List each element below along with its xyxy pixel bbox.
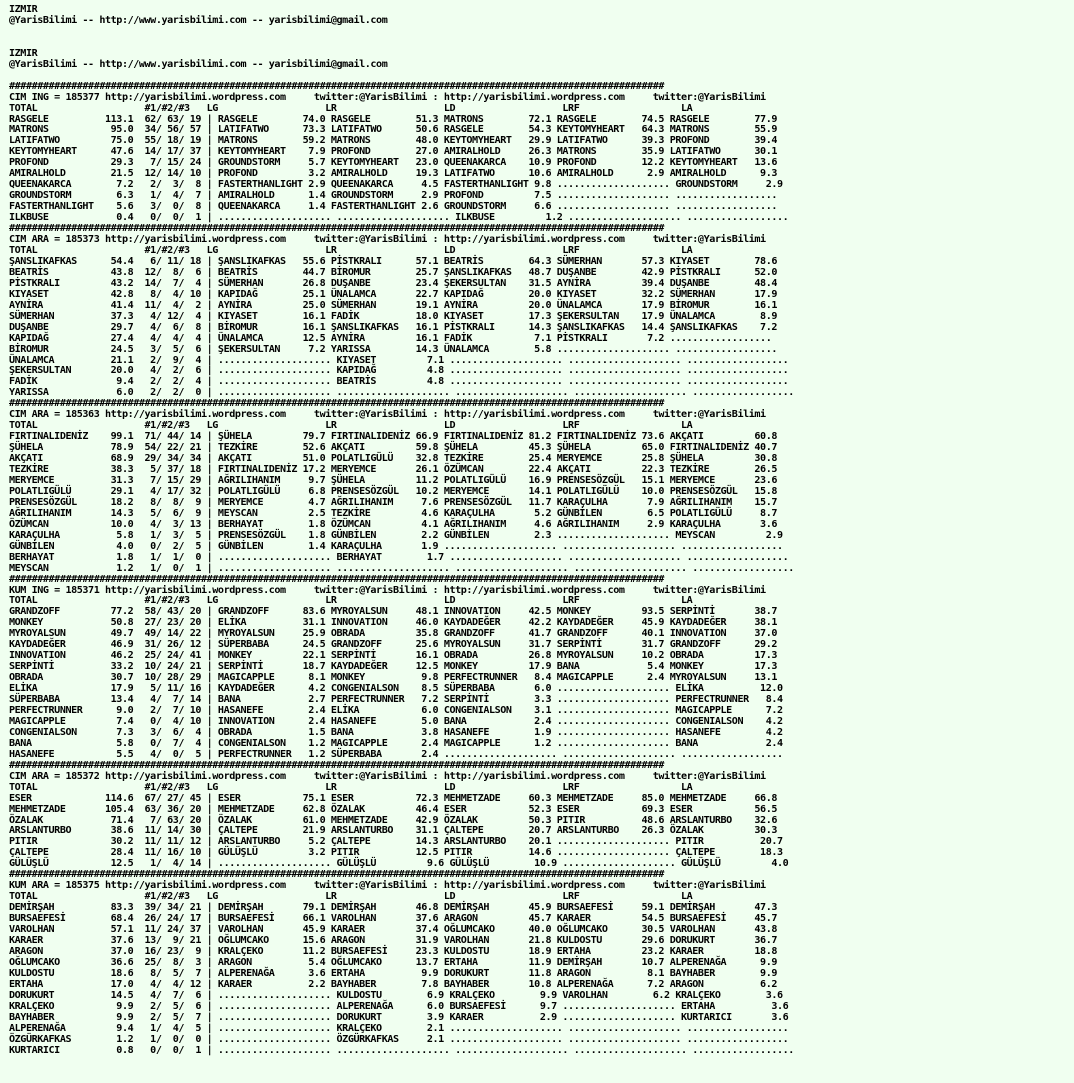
race-statistics-text: IZMIR @YarisBilimi -- http://www.yarisbilimi.com -- yarisbilimi@gmail.com IZMIR @YarisBilimi -- http://www.yarisbilimi.com -- yarisbilimi@gmail.com #################################################################################################################### CIM ING = 185377 http://yarisbilimi.wordpress.com twitter:@YarisBilimi : http://yarisbilimi.wordpress.com twitter:@YarisBilimi TOTAL #1/#2/#3 LG LR LD LRF LA RASGELE 113.1 62/ 63/ 19 | RASGELE 74.0 RASGELE 51.3 MATRONS 72.1 RASGELE 74.5 RASGELE 77.9 MATRONS 95.0 34/ 56/ 57 | LATIFATWO 73.3 LATIFATWO 50.6 RASGELE 54.3 KEYTOMYHEART 64.3 MATRONS 55.9 LATIFATWO 75.0 55/ 18/ 19 | MATRONS 59.2 MATRONS 48.0 KEYTOMYHEART 29.9 LATIFATWO 39.3 PROFOND 39.4 KEYTOMYHEART 47.6 14/ 17/ 37 | KEYTOMYHEART 7.9 PROFOND 27.0 AMIRALHOLD 26.3 MATRONS 35.9 LATIFATWO 30.1 PROFOND 29.3 7/ 15/ 24 | GROUNDSTORM 5.7 KEYTOMYHEART 23.0 QUEENAKARCA 10.9 PROFOND 12.2 KEYTOMYHEART 13.6 AMIRALHOLD 21.5 12/ 14/ 10 | PROFOND 3.2 AMIRALHOLD 19.3 LATIFATWO 10.6 AMIRALHOLD 2.9 AMIRALHOLD 9.3 QUEENAKARCA 7.2 2/ 3/ 8 | FASTERTHANLIGHT 2.9 QUEENAKARCA 4.5 FASTERTHANLIGHT 9.8 .................... GROUNDSTORM 2.9 GROUNDSTORM 6.3 1/ 4/ 7 | AMIRALHOLD 1.4 GROUNDSTORM 2.9 PROFOND 7.5 .................... .................. FASTERTHANLIGHT 5.6 3/ 0/ 8 | QUEENAKARCA 1.4 FASTERTHANLIGHT 2.6 GROUNDSTORM 6.6 .................... .................. ILKBUSE 0.4 0/ 0/ 1 | .................... .................... ILKBUSE 1.2 .................... .................. #################################################################################################################### CIM ARA = 185373 http://yarisbilimi.wordpress.com twitter:@YarisBilimi : http://yarisbilimi.wordpress.com twitter:@YarisBilimi TOTAL #1/#2/#3 LG LR LD LRF LA ŞANSLIKAFKAS 54.4 6/ 11/ 18 | ŞANSLIKAFKAS 55.6 PİSTKRALI 57.1 BEATRİS 64.3 SÜMERHAN 57.3 KIYASET 78.6 BEATRİS 43.8 12/ 8/ 6 | BEATRİS 44.7 BİROMUR 25.7 ŞANSLIKAFKAS 48.7 DUŞANBE 42.9 PİSTKRALI 52.0 PİSTKRALI 43.2 14/ 7/ 4 | SÜMERHAN 26.8 DUŞANBE 23.4 ŞEKERSULTAN 31.5 AYNİRA 39.4 DUŞANBE 48.4 KIYASET 42.8 8/ 4/ 10 | KAPIDAĞ 25.1 ÜNALAMCA 22.7 KAPIDAĞ 20.0 KIYASET 32.2 SÜMERHAN 17.9 AYNİRA 41.4 11/ 4/ 2 | AYNİRA 25.0 SÜMERHAN 19.1 AYNİRA 20.0 ÜNALAMCA 17.9 BİROMUR 16.1 SÜMERHAN 37.3 4/ 12/ 4 | KIYASET 16.1 FADİK 18.0 KIYASET 17.3 ŞEKERSULTAN 17.9 ÜNALAMCA 8.9 DUŞANBE 29.7 4/ 6/ 8 | BİROMUR 16.1 ŞANSLIKAFKAS 16.1 PİSTKRALI 14.3 ŞANSLIKAFKAS 14.4 ŞANSLIKAFKAS 7.2 KAPIDAĞ 27.4 4/ 4/ 4 | ÜNALAMCA 12.5 AYNİRA 16.1 FADİK 7.1 PİSTKRALI 7.2 .................. BİROMUR 24.5 3/ 5/ 6 | ŞEKERSULTAN 7.2 YARISSA 14.3 ÜNALAMCA 5.8 .................... .................. ÜNALAMCA 21.1 2/ 9/ 4 | .................... KIYASET 7.1 .................... .................... .................. ŞEKERSULTAN 20.0 4/ 2/ 6 | .................... KAPIDAĞ 4.8 .................... .................... .................. FADİK 9.4 2/ 2/ 4 | .................... BEATRİS 4.8 .................... .................... .................. YARISSA 6.0 2/ 2/ 0 | .................... .................... .................... .................... .................. #################################################################################################################### CIM ARA = 185363 http://yarisbilimi.wordpress.com twitter:@YarisBilimi : http://yarisbilimi.wordpress.com twitter:@YarisBilimi TOTAL #1/#2/#3 LG LR LD LRF LA FIRTINALIDENİZ 99.1 71/ 44/ 14 | ŞÜHELA 79.7 FIRTINALIDENİZ 66.9 FIRTINALIDENİZ 81.2 FIRTINALIDENİZ 73.6 AKÇATI 60.8 ŞÜHELA 78.9 54/ 22/ 21 | TEZKİRE 52.6 AKÇATI 59.8 ŞÜHELA 45.3 ŞÜHELA 65.0 FIRTINALIDENİZ 40.7 AKÇATI 68.9 29/ 34/ 34 | AKÇATI 51.0 POLATLIGÜLÜ 32.8 TEZKİRE 25.4 MERYEMCE 25.8 ŞÜHELA 30.8 TEZKİRE 38.3 5/ 37/ 18 | FIRTINALIDENİZ 17.2 MERYEMCE 26.1 ÖZÜMCAN 22.4 AKÇATI 22.3 TEZKİRE 26.5 MERYEMCE 31.3 7/ 15/ 29 | AĞRILIHANIM 9.7 ŞÜHELA 11.2 POLATLIGÜLÜ 16.9 PRENSESÖZGÜL 15.1 MERYEMCE 23.6 POLATLIGÜLÜ 29.1 4/ 17/ 32 | POLATLIGÜLÜ 6.8 PRENSESÖZGÜL 10.2 MERYEMCE 14.1 POLATLIGÜLÜ 10.0 PRENSESÖZGÜL 15.8 PRENSESÖZGÜL 18.2 8/ 8/ 9 | MERYEMCE 4.7 AĞRILIHANIM 7.6 PRENSESÖZGÜL 11.7 KARAÇULHA 7.9 AĞRILIHANIM 15.7 AĞRILIHANIM 14.3 5/ 6/ 9 | MEYSCAN 2.5 TEZKİRE 4.6 KARAÇULHA 5.2 GÜNBİLEN 6.5 POLATLIGÜLÜ 8.7 ÖZÜMCAN 10.0 4/ 3/ 13 | BERHAYAT 1.8 ÖZÜMCAN 4.1 AĞRILIHANIM 4.6 AĞRILIHANIM 2.9 KARAÇULHA 3.6 KARAÇULHA 5.8 1/ 3/ 5 | PRENSESÖZGÜL 1.8 GÜNBİLEN 2.2 GÜNBİLEN 2.3 .................... MEYSCAN 2.9 GÜNBİLEN 4.0 0/ 2/ 5 | GÜNBİLEN 1.4 KARAÇULHA 1.9 .................... .................... .................. BERHAYAT 1.8 1/ 1/ 0 | .................... BERHAYAT 1.7 .................... .................... .................. MEYSCAN 1.2 1/ 0/ 1 | .................... .................... .................... .................... .................. #################################################################################################################### KUM ING = 185371 http://yarisbilimi.wordpress.com twitter:@YarisBilimi : http://yarisbilimi.wordpress.com twitter:@YarisBilimi TOTAL #1/#2/#3 LG LR LD LRF LA GRANDZOFF 77.2 58/ 43/ 20 | GRANDZOFF 83.6 MYROYALSUN 48.1 INNOVATION 42.5 MONKEY 93.5 SERPİNTİ 38.7 MONKEY 50.8 27/ 23/ 20 | ELİKA 31.1 INNOVATION 46.0 KAYDADEĞER 42.2 KAYDADEĞER 45.9 KAYDADEĞER 38.1 MYROYALSUN 49.7 49/ 14/ 22 | MYROYALSUN 25.9 OBRADA 35.8 GRANDZOFF 41.7 GRANDZOFF 40.1 INNOVATION 37.0 KAYDADEĞER 46.9 31/ 26/ 12 | SÜPERBABA 24.5 GRANDZOFF 25.6 MYROYALSUN 31.7 SERPİNTİ 31.7 GRANDZOFF 29.2 INNOVATION 46.2 25/ 24/ 41 | MONKEY 22.1 SERPİNTİ 16.1 OBRADA 26.8 MYROYALSUN 10.2 OBRADA 17.3 SERPİNTİ 33.2 10/ 24/ 21 | SERPİNTİ 18.7 KAYDADEĞER 12.5 MONKEY 17.9 BANA 5.4 MONKEY 17.3 OBRADA 30.7 10/ 28/ 29 | MAGICAPPLE 8.1 MONKEY 9.8 PERFECTRUNNER 8.4 MAGICAPPLE 2.4 MYROYALSUN 13.1 ELİKA 17.9 5/ 11/ 16 | KAYDADEĞER 4.2 CONGENIALSON 8.5 SÜPERBABA 6.0 .................... ELİKA 12.0 SÜPERBABA 13.4 4/ 7/ 14 | BANA 2.7 PERFECTRUNNER 7.2 SERPİNTİ 3.3 .................... PERFECTRUNNER 8.4 PERFECTRUNNER 9.0 2/ 7/ 10 | HASANEFE 2.4 ELİKA 6.0 CONGENIALSON 3.1 .................... MAGICAPPLE 7.2 MAGICAPPLE 7.4 0/ 4/ 10 | INNOVATION 2.4 HASANEFE 5.0 BANA 2.4 .................... CONGENIALSON 4.2 CONGENIALSON 7.3 3/ 6/ 4 | OBRADA 1.5 BANA 3.8 HASANEFE 1.9 .................... HASANEFE 4.2 BANA 5.8 0/ 7/ 4 | CONGENIALSON 1.2 MAGICAPPLE 2.4 MAGICAPPLE 1.2 .................... BANA 2.4 HASANEFE 5.5 4/ 0/ 5 | PERFECTRUNNER 1.2 SÜPERBABA 2.4 .................... .................... .................. #################################################################################################################### CIM ARA = 185372 http://yarisbilimi.wordpress.com twitter:@YarisBilimi : http://yarisbilimi.wordpress.com twitter:@YarisBilimi TOTAL #1/#2/#3 LG LR LD LRF LA ESER 114.6 67/ 27/ 45 | ESER 75.1 ESER 72.3 MEHMETZADE 60.3 MEHMETZADE 85.0 MEHMETZADE 66.8 MEHMETZADE 105.4 63/ 36/ 20 | MEHMETZADE 62.8 ÖZALAK 46.4 ESER 52.3 ESER 69.3 ESER 56.5 ÖZALAK 71.4 7/ 63/ 20 | ÖZALAK 61.0 MEHMETZADE 42.9 ÖZALAK 50.3 PITIR 48.6 ARSLANTURBO 32.6 ARSLANTURBO 38.6 11/ 14/ 30 | ÇALTEPE 21.9 ARSLANTURBO 31.1 ÇALTEPE 20.7 ARSLANTURBO 26.3 ÖZALAK 30.3 PITIR 30.2 11/ 11/ 12 | ARSLANTURBO 5.2 ÇALTEPE 14.3 ARSLANTURBO 20.1 .................... PITIR 20.7 ÇALTEPE 28.4 11/ 16/ 10 | GÜLÜŞLÜ 3.2 PITIR 12.5 PITIR 14.6 .................... ÇALTEPE 18.3 GÜLÜŞLÜ 12.5 1/ 4/ 14 | .................... GÜLÜŞLÜ 9.6 GÜLÜŞLÜ 10.9 .................... GÜLÜŞLÜ 4.0 #################################################################################################################### KUM ARA = 185375 http://yarisbilimi.wordpress.com twitter:@YarisBilimi : http://yarisbilimi.wordpress.com twitter:@YarisBilimi TOTAL #1/#2/#3 LG LR LD LRF LA DEMİRŞAH 83.3 39/ 34/ 21 | DEMİRŞAH 79.1 DEMİRŞAH 46.8 DEMİRŞAH 45.9 BURSAEFESİ 59.1 DEMİRŞAH 47.3 BURSAEFESİ 68.4 26/ 24/ 17 | BURSAEFESİ 66.1 VAROLHAN 37.6 ARAGON 45.7 KARAER 54.5 BURSAEFESİ 45.7 VAROLHAN 57.1 11/ 24/ 37 | VAROLHAN 45.9 KARAER 37.4 OĞLUMCAKO 40.0 OĞLUMCAKO 30.5 VAROLHAN 43.8 KARAER 37.6 13/ 9/ 21 | OĞLUMCAKO 15.6 ARAGON 31.9 VAROLHAN 21.8 KULDOSTU 29.6 DORUKURT 36.7 ARAGON 37.0 16/ 23/ 9 | KRALÇEKO 11.2 BURSAEFESİ 23.3 KULDOSTU 18.9 ERTAHA 23.2 KARAER 18.8 OĞLUMCAKO 36.6 25/ 8/ 3 | ARAGON 5.4 OĞLUMCAKO 13.7 ERTAHA 11.9 DEMİRŞAH 10.7 ALPERENAĞA 9.9 KULDOSTU 18.6 8/ 5/ 7 | ALPERENAĞA 3.6 ERTAHA 9.9 DORUKURT 11.8 ARAGON 8.1 BAYHABER 9.9 ERTAHA 17.0 4/ 4/ 12 | KARAER 2.2 BAYHABER 7.8 BAYHABER 10.8 ALPERENAĞA 7.2 ARAGON 6.2 DORUKURT 14.5 4/ 7/ 6 | .................... KULDOSTU 6.9 KRALÇEKO 9.9 VAROLHAN 6.2 KRALÇEKO 3.6 KRALÇEKO 9.9 2/ 5/ 6 | .................... ALPERENAĞA 6.0 BURSAEFESİ 9.7 .................... ERTAHA 3.6 BAYHABER 9.9 2/ 5/ 7 | .................... DORUKURT 3.9 KARAER 2.9 .................... KURTARICI 3.6 ALPERENAĞA 9.4 1/ 4/ 5 | .................... KRALÇEKO 2.1 .................... .................... .................. ÖZGÜRKAFKAS 1.2 1/ 0/ 0 | .................... ÖZGÜRKAFKAS 2.1 .................... .................... .................. KURTARICI 0.8 0/ 0/ 1 | .................... .................... .................... .................... .................. [9, 4, 794, 1056]
